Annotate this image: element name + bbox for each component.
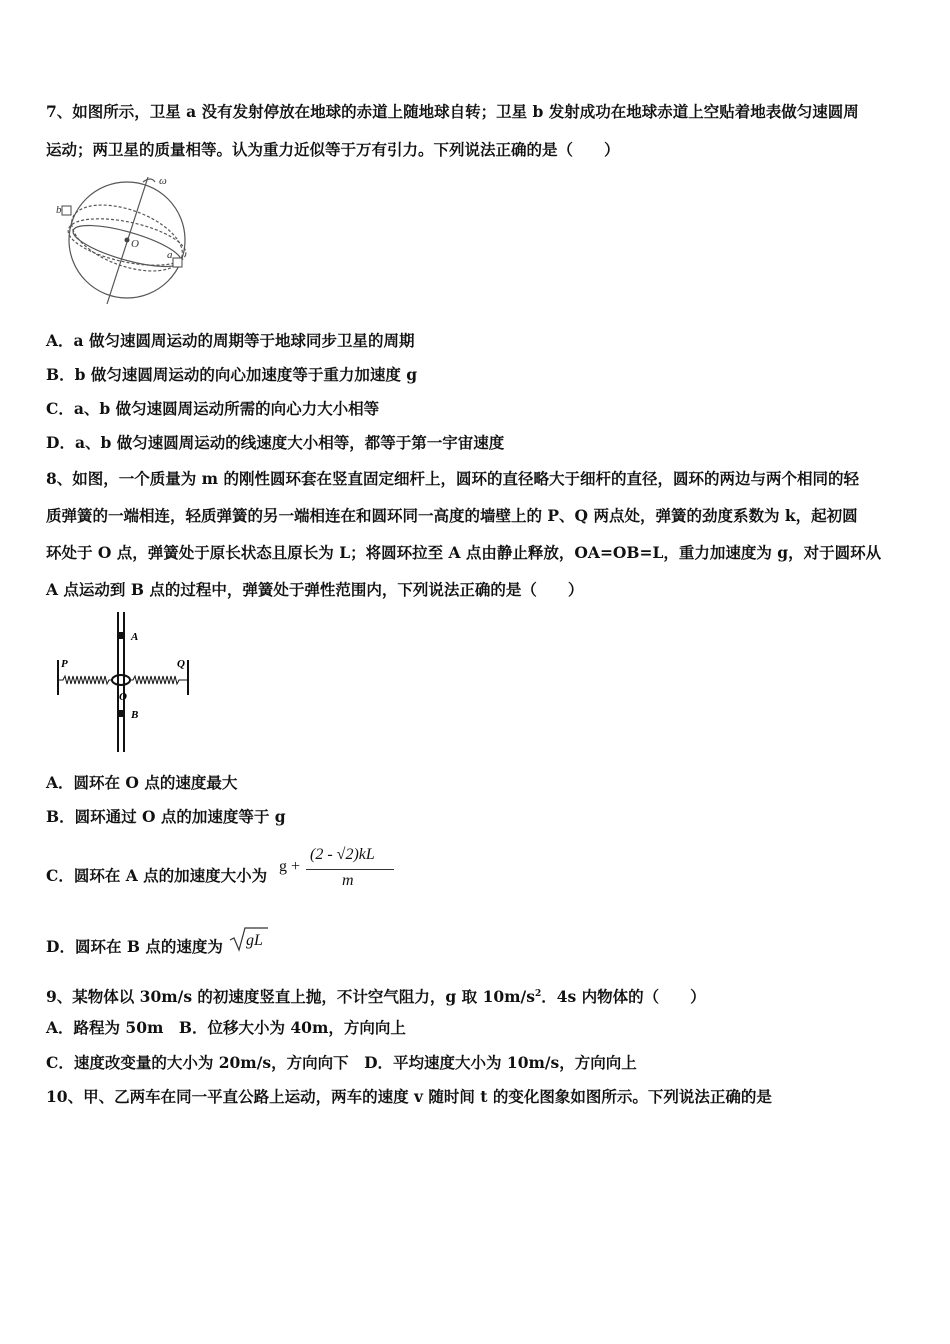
satellite-b xyxy=(62,206,71,215)
q8-formula-d-sqrt xyxy=(229,926,269,952)
label-B: B xyxy=(131,709,139,721)
formula-c-fraction-bar xyxy=(306,869,394,870)
q9-stem-post: ．4s 内物体的（ ） xyxy=(541,987,706,1007)
point-a-mark xyxy=(119,632,123,639)
q7-option-c: C．a、b 做匀速圆周运动所需的向心力大小相等 xyxy=(46,399,380,418)
q8-stem-line2: 质弹簧的一端相连，轻质弹簧的另一端相连在和圆环同一高度的墙壁上的 P、Q 两点处，弹簧的劲度系数为 k，起初圆 xyxy=(46,506,858,525)
label-omega: ω xyxy=(159,175,167,187)
satellite-a xyxy=(173,258,182,267)
formula-c-numerator: (2 - √2)kL xyxy=(310,846,375,863)
equator-line xyxy=(69,217,184,275)
formula-d-radicand: gL xyxy=(246,932,263,949)
label-P: P xyxy=(61,658,68,670)
q7-option-d: D．a、b 做匀速圆周运动的线速度大小相等，都等于第一宇宙速度 xyxy=(46,433,505,452)
q7-earth-satellite-figure xyxy=(55,172,195,307)
q9-options-ab: A．路程为 50m B．位移大小为 40m，方向向上 xyxy=(46,1018,406,1037)
ring xyxy=(112,675,130,685)
q9-stem-sup: 2 xyxy=(534,989,542,999)
q9-options-cd: C．速度改变量的大小为 20m/s，方向向下 D．平均速度大小为 10m/s，方向向上 xyxy=(46,1053,637,1072)
q8-spring-ring-figure xyxy=(55,610,195,755)
spring-left xyxy=(58,676,113,684)
formula-c-denominator: m xyxy=(342,872,354,889)
label-A: A xyxy=(131,631,139,643)
q7-stem-line2: 运动；两卫星的质量相等。认为重力近似等于万有引力。下列说法正确的是（ ） xyxy=(46,140,620,159)
label-Q: Q xyxy=(177,658,185,670)
q7-option-b: B．b 做匀速圆周运动的向心加速度等于重力加速度 g xyxy=(46,365,418,384)
q7-option-a: A．a 做匀速圆周运动的周期等于地球同步卫星的周期 xyxy=(46,331,415,350)
point-b-mark xyxy=(119,710,123,717)
q8-stem-line4: A 点运动到 B 点的过程中，弹簧处于弹性范围内，下列说法正确的是（ ） xyxy=(46,580,584,599)
q8-option-b: B．圆环通过 O 点的加速度等于 g xyxy=(46,807,286,826)
q9-stem-pre: 9、某物体以 30m/s 的初速度竖直上抛，不计空气阻力，g 取 10m/s xyxy=(46,987,535,1007)
omega-arrow xyxy=(143,179,155,182)
label-o: O xyxy=(131,238,139,250)
spring-right xyxy=(129,676,188,684)
label-a: a xyxy=(167,249,173,261)
q10-stem-line1: 10、甲、乙两车在同一平直公路上运动，两车的速度 v 随时间 t 的变化图象如图所示。下列说法正确的是 xyxy=(46,1087,772,1106)
label-b: b xyxy=(56,204,62,216)
q7-stem-line1: 7、如图所示，卫星 a 没有发射停放在地球的赤道上随地球自转；卫星 b 发射成功在地球赤道上空贴着地表做匀速圆周 xyxy=(46,102,859,121)
q8-stem-line1: 8、如图，一个质量为 m 的刚性圆环套在竖直固定细杆上，圆环的直径略大于细杆的直径，圆环的两边与两个相同的轻 xyxy=(46,469,859,488)
label-O: O xyxy=(119,691,127,703)
q8-option-a: A．圆环在 O 点的速度最大 xyxy=(46,773,238,792)
q8-option-c: C．圆环在 A 点的加速度大小为 xyxy=(46,866,268,885)
q8-option-d: D．圆环在 B 点的速度为 xyxy=(46,937,223,956)
q9-stem-line1 xyxy=(46,984,706,1007)
formula-c-lead: g + xyxy=(279,858,301,875)
q8-stem-line3: 环处于 O 点，弹簧处于原长状态且原长为 L；将圆环拉至 A 点由静止释放，OA=OB=L，重力加速度为 g，对于圆环从 xyxy=(46,543,882,562)
center-o-dot xyxy=(125,238,130,243)
